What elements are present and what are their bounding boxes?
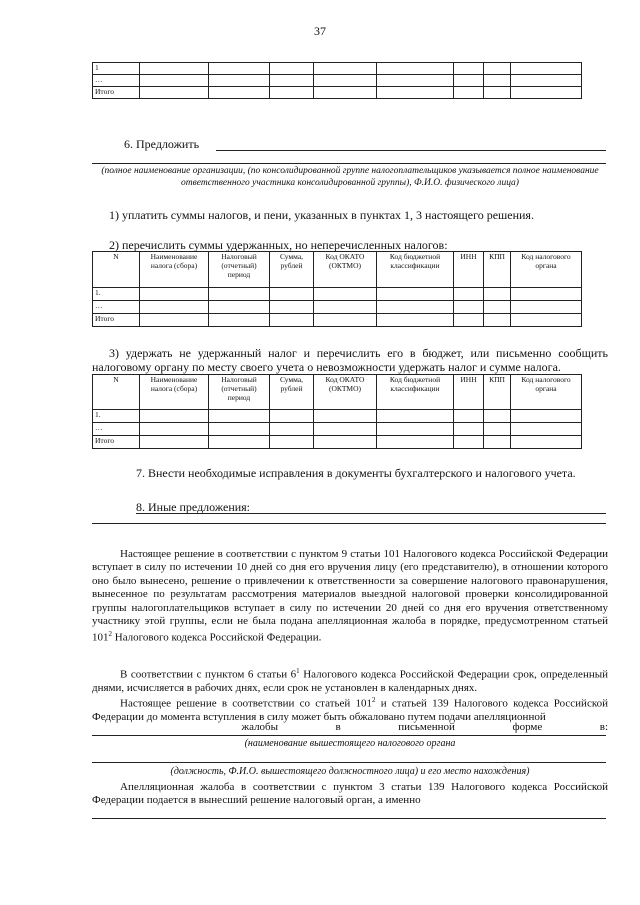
item7: 7. Внести необходимые исправления в документы бухгалтерского и налогового учета. [136,466,576,480]
table-row [93,75,582,87]
para-days: В соответствии с пунктом 6 статьи $6^1$ Налогового кодекса Российской Федерации срок, определенный днями, исчисляется в рабочих днях, если срок не установлен в календарных днях. [92,667,608,695]
table-top [92,62,582,99]
table-cell: Итого [93,436,140,449]
fill-line [92,523,606,524]
item6-1: 1) уплатить суммы налогов, и пени, указанных в пунктах 1, 3 настоящего решения. [109,208,534,222]
header-cell: Код налогового органа [511,375,582,410]
header-cell: N [93,375,140,410]
para-appeal: Настоящее решение в соответствии со статьей $101^2$ и статьей 139 Налогового кодекса Российской Федерации до момента вступления в силу может быть обжаловано путем подачи апелляционной [92,696,608,724]
header-cell: Сумма, рублей [270,252,314,288]
table-cell: … [93,423,140,436]
table-row [93,423,582,436]
header-cell: Налоговый (отчетный) период [209,375,270,410]
header-cell: Налоговый (отчетный) период [209,252,270,288]
table-row [93,288,582,301]
table-row [93,314,582,327]
fill-line [92,735,606,736]
table-unwithheld [92,374,582,449]
item6-3: 3) удержать не удержанный налог и перечислить его в бюджет, или письменно сообщить налоговому органу по месту своего учета о невозможности удержать налог и сумме налога. [92,346,608,374]
table-header-row [93,252,582,288]
header-cell: ИНН [454,252,484,288]
item6-2: 2) перечислить суммы удержанных, но неперечисленных налогов: [109,238,448,252]
fill-line [92,163,606,164]
table-cell: 1. [93,410,140,423]
table-cell: Итого [93,314,140,327]
header-cell: Наименование налога (сбора) [140,252,209,288]
table-header-row [93,375,582,410]
table-cell: 1 [93,63,140,75]
item6-label: 6. Предложить [124,137,200,151]
header-cell: КПП [484,252,511,288]
header-cell: Код бюджетной классификации [377,375,454,410]
fill-line [92,818,606,819]
header-cell: Код ОКАТО (ОКТМО) [314,375,377,410]
table-cell: … [93,75,140,87]
header-cell: Сумма, рублей [270,375,314,410]
item8: 8. Иные предложения: [136,500,251,514]
table-cell: … [93,301,140,314]
para-appeal-last-line: жалобы в письменной форме в: [241,721,608,733]
para-appeal-submission: Апелляционная жалоба в соответствии с пунктом 3 статьи 139 Налогового кодекса Российской Федерации подается в вынесший решение налоговый орган, а именно [92,781,608,807]
table-row [93,436,582,449]
header-cell: N [93,252,140,288]
table-withheld [92,251,582,327]
item6-note: (полное наименование организации, (по консолидированной группе налогоплательщиков указывается полное наименование ответственного участника консолидированной группы), Ф.И.О. физического лица) [101,166,599,188]
header-cell: Код налогового органа [511,252,582,288]
table-cell: 1. [93,288,140,301]
header-cell: Код бюджетной классификации [377,252,454,288]
note-higher-official: (должность, Ф.И.О. вышестоящего должностного лица) и его место нахождения) [170,766,530,777]
table-row [93,87,582,99]
header-cell: Наименование налога (сбора) [140,375,209,410]
header-cell: КПП [484,375,511,410]
note-higher-authority: (наименование вышестоящего налогового органа [244,738,456,749]
fill-line [92,762,606,763]
fill-line [216,150,606,151]
table-cell: Итого [93,87,140,99]
table-row [93,301,582,314]
table-row [93,410,582,423]
header-cell: Код ОКАТО (ОКТМО) [314,252,377,288]
page-number: 37 [314,24,326,38]
header-cell: ИНН [454,375,484,410]
para-entry-into-force: Настоящее решение в соответствии с пунктом 9 статьи 101 Налогового кодекса Российской Федерации вступает в силу по истечении 10 дней со дня его вручения лицу (его представителю), в отношении которого оно было вынесено, решение о привлечении к ответственности за совершение налогового правонарушения, вынесенное по результатам рассмотрения материалов выездной налоговой проверки консолидированной группы налогоплательщиков вступает в силу по истечении 20 дней со дня его вручения ответственному участнику этой группы, если не была подана апелляционная жалоба в порядке, предусмотренном статьей $101^2$ Налогового кодекса Российской Федерации. [92,548,608,645]
fill-line [136,513,606,514]
table-row [93,63,582,75]
